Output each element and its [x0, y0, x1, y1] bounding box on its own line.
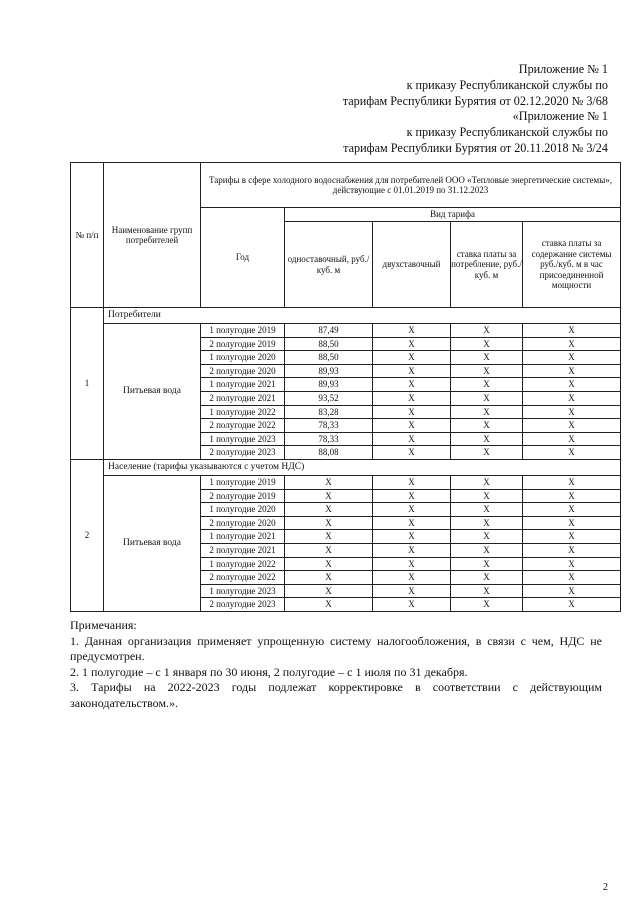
single-rate-cell: 83,28 [285, 405, 373, 419]
maintenance-rate-cell: X [523, 391, 621, 405]
table-row [71, 475, 621, 489]
consumption-rate-cell: X [451, 432, 523, 446]
double-rate-cell: X [373, 419, 451, 433]
header-line: Приложение № 1 [518, 62, 608, 76]
consumption-rate-cell: X [451, 378, 523, 392]
single-rate-cell: X [285, 598, 373, 612]
single-rate-cell: 78,33 [285, 419, 373, 433]
maintenance-rate-cell: X [523, 337, 621, 351]
single-rate-cell: 87,49 [285, 324, 373, 338]
note-item: 2. 1 полугодие – с 1 января по 30 июня, 2 полугодие – с 1 июля по 31 декабря. [70, 664, 468, 679]
notes-block [70, 618, 602, 712]
maintenance-rate-cell: X [523, 351, 621, 365]
col-group-header: Наименование групп потребителей [104, 163, 201, 308]
single-rate-cell: 88,50 [285, 337, 373, 351]
header-line: тарифам Республики Бурятия от 20.11.2018 № 3/24 [343, 140, 608, 155]
consumption-rate-cell: X [451, 475, 523, 489]
note-item: 1. Данная организация применяет упрощенную систему налогообложения, в связи с чем, НДС не предусмотрен. [70, 633, 602, 664]
single-rate-cell: X [285, 557, 373, 571]
consumption-rate-cell: X [451, 516, 523, 530]
section-number: 1 [71, 308, 104, 460]
col-num-header: № п/п [71, 163, 104, 308]
period-cell: 1 полугодие 2019 [201, 475, 285, 489]
consumption-rate-cell: X [451, 530, 523, 544]
double-rate-cell: X [373, 378, 451, 392]
double-rate-cell: X [373, 446, 451, 460]
note-item: 3. Тарифы на 2022-2023 годы подлежат корректировке в соответствии с действующим законодательством.». [70, 680, 602, 710]
double-rate-cell: X [373, 364, 451, 378]
single-rate-cell: X [285, 489, 373, 503]
header-line: тарифам Республики Бурятия от 02.12.2020 № 3/68 [342, 93, 608, 108]
double-rate-cell: X [373, 351, 451, 365]
double-rate-cell: X [373, 584, 451, 598]
single-rate-cell: 89,93 [285, 364, 373, 378]
col-kind-header: Вид тарифа [285, 208, 621, 222]
maintenance-rate-cell: X [523, 503, 621, 517]
consumption-rate-cell: X [451, 351, 523, 365]
table-title: Тарифы в сфере холодного водоснабжения для потребителей ООО «Тепловые энергетические системы», действующие с 01.01.2019 по 31.12.2023 [201, 163, 621, 208]
maintenance-rate-cell: X [523, 489, 621, 503]
maintenance-rate-cell: X [523, 419, 621, 433]
maintenance-rate-cell: X [523, 516, 621, 530]
maintenance-rate-cell: X [523, 432, 621, 446]
period-cell: 1 полугодие 2020 [201, 503, 285, 517]
page-number: 2 [603, 882, 608, 893]
single-rate-cell: X [285, 543, 373, 557]
period-cell: 2 полугодие 2020 [201, 364, 285, 378]
double-rate-cell: X [373, 337, 451, 351]
header-line: к приказу Республиканской службы по [406, 77, 608, 92]
period-cell: 2 полугодие 2019 [201, 489, 285, 503]
maintenance-rate-cell: X [523, 543, 621, 557]
period-cell: 1 полугодие 2023 [201, 584, 285, 598]
consumption-rate-cell: X [451, 324, 523, 338]
double-rate-cell: X [373, 475, 451, 489]
period-cell: 2 полугодие 2019 [201, 337, 285, 351]
double-rate-cell: X [373, 324, 451, 338]
col-maintenance-header: ставка платы за содержание системы руб./куб. м в час присоединенной мощности [523, 222, 621, 308]
double-rate-cell: X [373, 571, 451, 585]
maintenance-rate-cell: X [523, 378, 621, 392]
document-header [343, 62, 608, 157]
col-consumption-header: ставка платы за потребление, руб./ куб. м [451, 222, 523, 308]
double-rate-cell: X [373, 598, 451, 612]
maintenance-rate-cell: X [523, 530, 621, 544]
consumption-rate-cell: X [451, 489, 523, 503]
single-rate-cell: X [285, 475, 373, 489]
period-cell: 2 полугодие 2021 [201, 543, 285, 557]
period-cell: 2 полугодие 2023 [201, 598, 285, 612]
consumption-rate-cell: X [451, 419, 523, 433]
single-rate-cell: 78,33 [285, 432, 373, 446]
double-rate-cell: X [373, 405, 451, 419]
consumption-rate-cell: X [451, 557, 523, 571]
single-rate-cell: X [285, 503, 373, 517]
double-rate-cell: X [373, 543, 451, 557]
single-rate-cell: X [285, 516, 373, 530]
period-cell: 1 полугодие 2022 [201, 557, 285, 571]
single-rate-cell: 93,52 [285, 391, 373, 405]
single-rate-cell: X [285, 571, 373, 585]
period-cell: 2 полугодие 2022 [201, 419, 285, 433]
consumption-rate-cell: X [451, 405, 523, 419]
col-double-header: двухставочный [373, 222, 451, 308]
period-cell: 1 полугодие 2021 [201, 378, 285, 392]
double-rate-cell: X [373, 516, 451, 530]
maintenance-rate-cell: X [523, 475, 621, 489]
single-rate-cell: X [285, 584, 373, 598]
period-cell: 2 полугодие 2023 [201, 446, 285, 460]
header-line: к приказу Республиканской службы по [406, 125, 608, 140]
maintenance-rate-cell: X [523, 557, 621, 571]
double-rate-cell: X [373, 391, 451, 405]
single-rate-cell: 89,93 [285, 378, 373, 392]
period-cell: 2 полугодие 2021 [201, 391, 285, 405]
period-cell: 1 полугодие 2023 [201, 432, 285, 446]
section-group-label: Население (тарифы указываются с учетом НДС) [104, 459, 621, 475]
consumption-rate-cell: X [451, 543, 523, 557]
single-rate-cell: X [285, 530, 373, 544]
period-cell: 2 полугодие 2022 [201, 571, 285, 585]
notes-title: Примечания: [70, 618, 137, 632]
maintenance-rate-cell: X [523, 405, 621, 419]
tariff-table [70, 162, 621, 612]
maintenance-rate-cell: X [523, 571, 621, 585]
col-single-header: одноставочный, руб./ куб. м [285, 222, 373, 308]
col-year-header: Год [201, 208, 285, 308]
period-cell: 1 полугодие 2020 [201, 351, 285, 365]
table-row [71, 324, 621, 338]
subgroup-label: Питьевая вода [104, 324, 201, 460]
consumption-rate-cell: X [451, 364, 523, 378]
section-number: 2 [71, 459, 104, 611]
consumption-rate-cell: X [451, 337, 523, 351]
consumption-rate-cell: X [451, 584, 523, 598]
section-group-label: Потребители [104, 308, 621, 324]
period-cell: 1 полугодие 2019 [201, 324, 285, 338]
period-cell: 1 полугодие 2021 [201, 530, 285, 544]
consumption-rate-cell: X [451, 446, 523, 460]
double-rate-cell: X [373, 503, 451, 517]
consumption-rate-cell: X [451, 571, 523, 585]
consumption-rate-cell: X [451, 598, 523, 612]
period-cell: 1 полугодие 2022 [201, 405, 285, 419]
maintenance-rate-cell: X [523, 584, 621, 598]
subgroup-label: Питьевая вода [104, 475, 201, 611]
double-rate-cell: X [373, 432, 451, 446]
double-rate-cell: X [373, 489, 451, 503]
maintenance-rate-cell: X [523, 324, 621, 338]
maintenance-rate-cell: X [523, 598, 621, 612]
header-line: «Приложение № 1 [512, 109, 608, 124]
consumption-rate-cell: X [451, 391, 523, 405]
double-rate-cell: X [373, 557, 451, 571]
maintenance-rate-cell: X [523, 446, 621, 460]
maintenance-rate-cell: X [523, 364, 621, 378]
single-rate-cell: 88,50 [285, 351, 373, 365]
period-cell: 2 полугодие 2020 [201, 516, 285, 530]
single-rate-cell: 88,08 [285, 446, 373, 460]
double-rate-cell: X [373, 530, 451, 544]
consumption-rate-cell: X [451, 503, 523, 517]
